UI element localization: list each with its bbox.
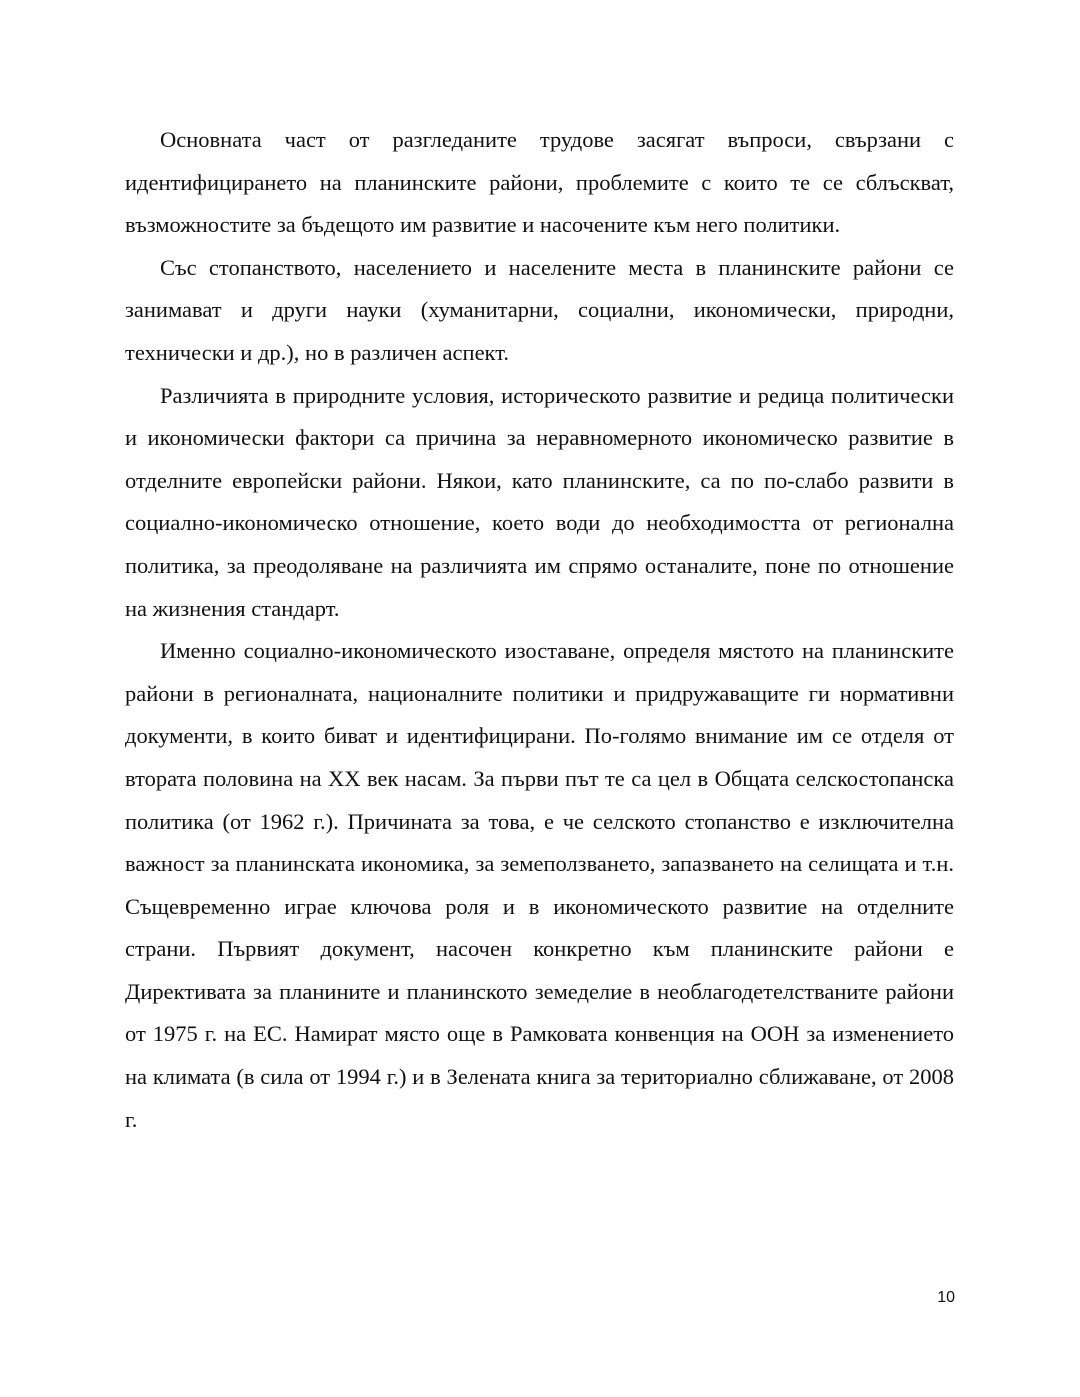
body-text	[125, 119, 954, 1141]
paragraph-2: Със стопанството, населението и населените места в планинските райони се занимават и други науки (хуманитарни, социални, икономически, природни, технически и др.), но в различен аспект.	[125, 254, 954, 365]
paragraph-1: Основната част от разгледаните трудове засягат въпроси, свързани с идентифицирането на планинските райони, проблемите с които те се сблъскват, възможностите за бъдещото им развитие и насочените към него политики.	[125, 127, 954, 238]
paragraph-4: Именно социално-икономическото изоставане, определя мястото на планинските райони в регионалната, националните политики и придружаващите ги нормативни документи, в които биват и идентифицирани. По-голямо внимание им се отделя от втората половина на XX век насам. За първи път те са цел в Общата селскостопанска политика (от 1962 г.). Причината за това, е че селското стопанство е изключителна важност за планинската икономика, за земеползването, запазването на селищата и т.н. Същевременно играе ключова роля и в икономическото развитие на отделните страни. Първият документ, насочен конкретно към планинските райони е Директивата за планините и планинското земеделие в необлагодетелстваните райони от 1975 г. на ЕС. Намират място още в Рамковата конвенция на ООН за изменението на климата (в сила от 1994 г.) и в Зелената книга за териториално сближаване, от 2008 г.	[125, 638, 954, 1132]
paragraph-3: Различията в природните условия, историческото развитие и редица политически и икономически фактори са причина за неравномерното икономическо развитие в отделните европейски райони. Някои, като планинските, са по по-слабо развити в социално-икономическо отношение, което води до необходимостта от регионална политика, за преодоляване на различията им спрямо останалите, поне по отношение на жизнения стандарт.	[125, 382, 954, 621]
page-number: 10	[937, 1289, 955, 1306]
